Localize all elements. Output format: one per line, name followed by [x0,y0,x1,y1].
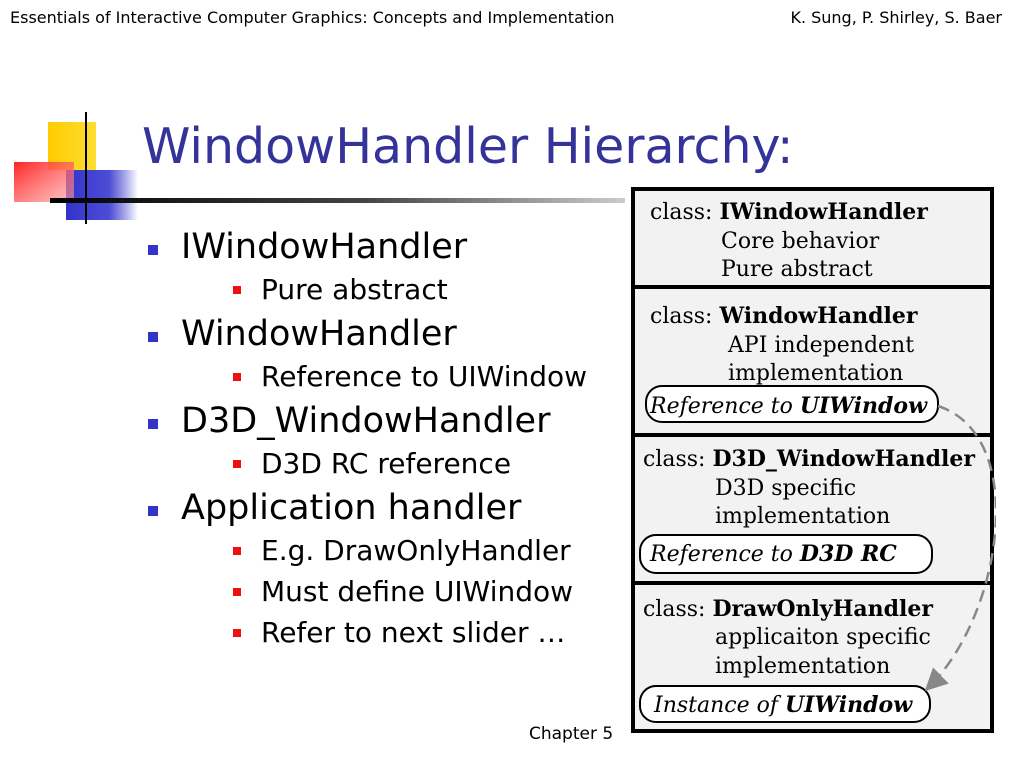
class-prefix: class: [650,304,720,329]
class-box-iwindowhandler [633,189,992,287]
sub-bullet-text: E.g. DrawOnlyHandler [261,534,571,567]
sub-bullet-marker [233,588,241,596]
pill-label: Reference to [650,542,800,567]
svg-text:class: D3D_WindowHandler [643,446,975,472]
bullet-item [146,486,587,653]
class-desc-line: implementation [715,654,891,679]
class-desc-line: applicaiton specific [715,625,931,650]
header-book-title: Essentials of Interactive Computer Graphics: Concepts and Implementation [10,8,615,27]
bullet-text: WindowHandler [181,314,457,354]
pill-target: UIWindow [785,692,913,718]
deco-red-square [14,162,74,202]
pill-label: Reference to [650,394,800,419]
class-prefix: class: [650,200,720,225]
sub-bullet-marker [233,547,241,555]
sub-bullet-list [181,269,587,310]
class-box-windowhandler [633,287,992,435]
bullet-item [146,312,587,397]
class-desc-line: implementation [715,504,891,529]
class-prefix: class: [643,447,713,472]
class-name: IWindowHandler [719,199,928,225]
sub-bullet-item [181,269,587,310]
deco-blue-square [66,170,138,220]
bullet-marker [148,506,158,516]
svg-text:class: WindowHandler [650,303,918,329]
class-name: D3D_WindowHandler [712,446,975,472]
sub-bullet-text: Refer to next slider … [261,616,566,649]
svg-text:class: IWindowHandler [650,199,928,225]
sub-bullet-text: D3D RC reference [261,447,512,480]
bullet-list [146,225,587,655]
pill-target: UIWindow [799,393,928,419]
sub-bullet-marker [233,629,241,637]
bullet-marker [148,419,158,429]
class-name: WindowHandler [719,303,918,329]
header-authors: K. Sung, P. Shirley, S. Baer [790,8,1002,27]
footer-chapter: Chapter 5 [529,724,614,744]
sub-bullet-marker [233,373,241,381]
bullet-item [146,225,587,310]
class-box-drawonlyhandler [633,583,992,731]
bullet-text: D3D_WindowHandler [181,401,551,441]
svg-text:Reference to UIWindow [649,393,928,419]
bullet-marker [148,245,158,255]
svg-text:Instance of UIWindow [653,692,913,718]
bullet-marker [148,332,158,342]
class-hierarchy-diagram [630,186,996,736]
sub-bullet-marker [233,460,241,468]
class-desc-line: D3D specific [715,476,857,501]
class-desc-line: Core behavior [721,229,880,254]
bullet-text: IWindowHandler [181,227,468,267]
sub-bullet-item [181,356,587,397]
sub-bullet-item [181,612,587,653]
sub-bullet-list [181,530,587,653]
class-desc-line: API independent [728,333,915,358]
sub-bullet-text: Pure abstract [261,273,448,306]
sub-bullet-item [181,530,587,571]
pill-label: Instance of [654,693,785,718]
sub-bullet-marker [233,286,241,294]
bullet-item [146,399,587,484]
pill-target: D3D RC [799,541,897,567]
class-desc-line: implementation [728,361,904,386]
class-box-d3d-windowhandler [633,435,992,583]
slide-title: WindowHandler Hierarchy: [142,118,794,175]
sub-bullet-list [181,356,587,397]
svg-text:Reference to D3D RC [649,541,897,567]
sub-bullet-item [181,443,587,484]
title-underline [50,197,625,205]
bullet-text: Application handler [181,488,522,528]
sub-bullet-item [181,571,587,612]
class-desc-line: Pure abstract [721,257,873,282]
svg-text:class: DrawOnlyHandler [643,596,933,622]
sub-bullet-text: Reference to UIWindow [261,360,588,393]
class-name: DrawOnlyHandler [712,596,933,622]
sub-bullet-list [181,443,587,484]
title-decoration [10,108,150,228]
sub-bullet-text: Must define UIWindow [261,575,574,608]
class-prefix: class: [643,597,713,622]
